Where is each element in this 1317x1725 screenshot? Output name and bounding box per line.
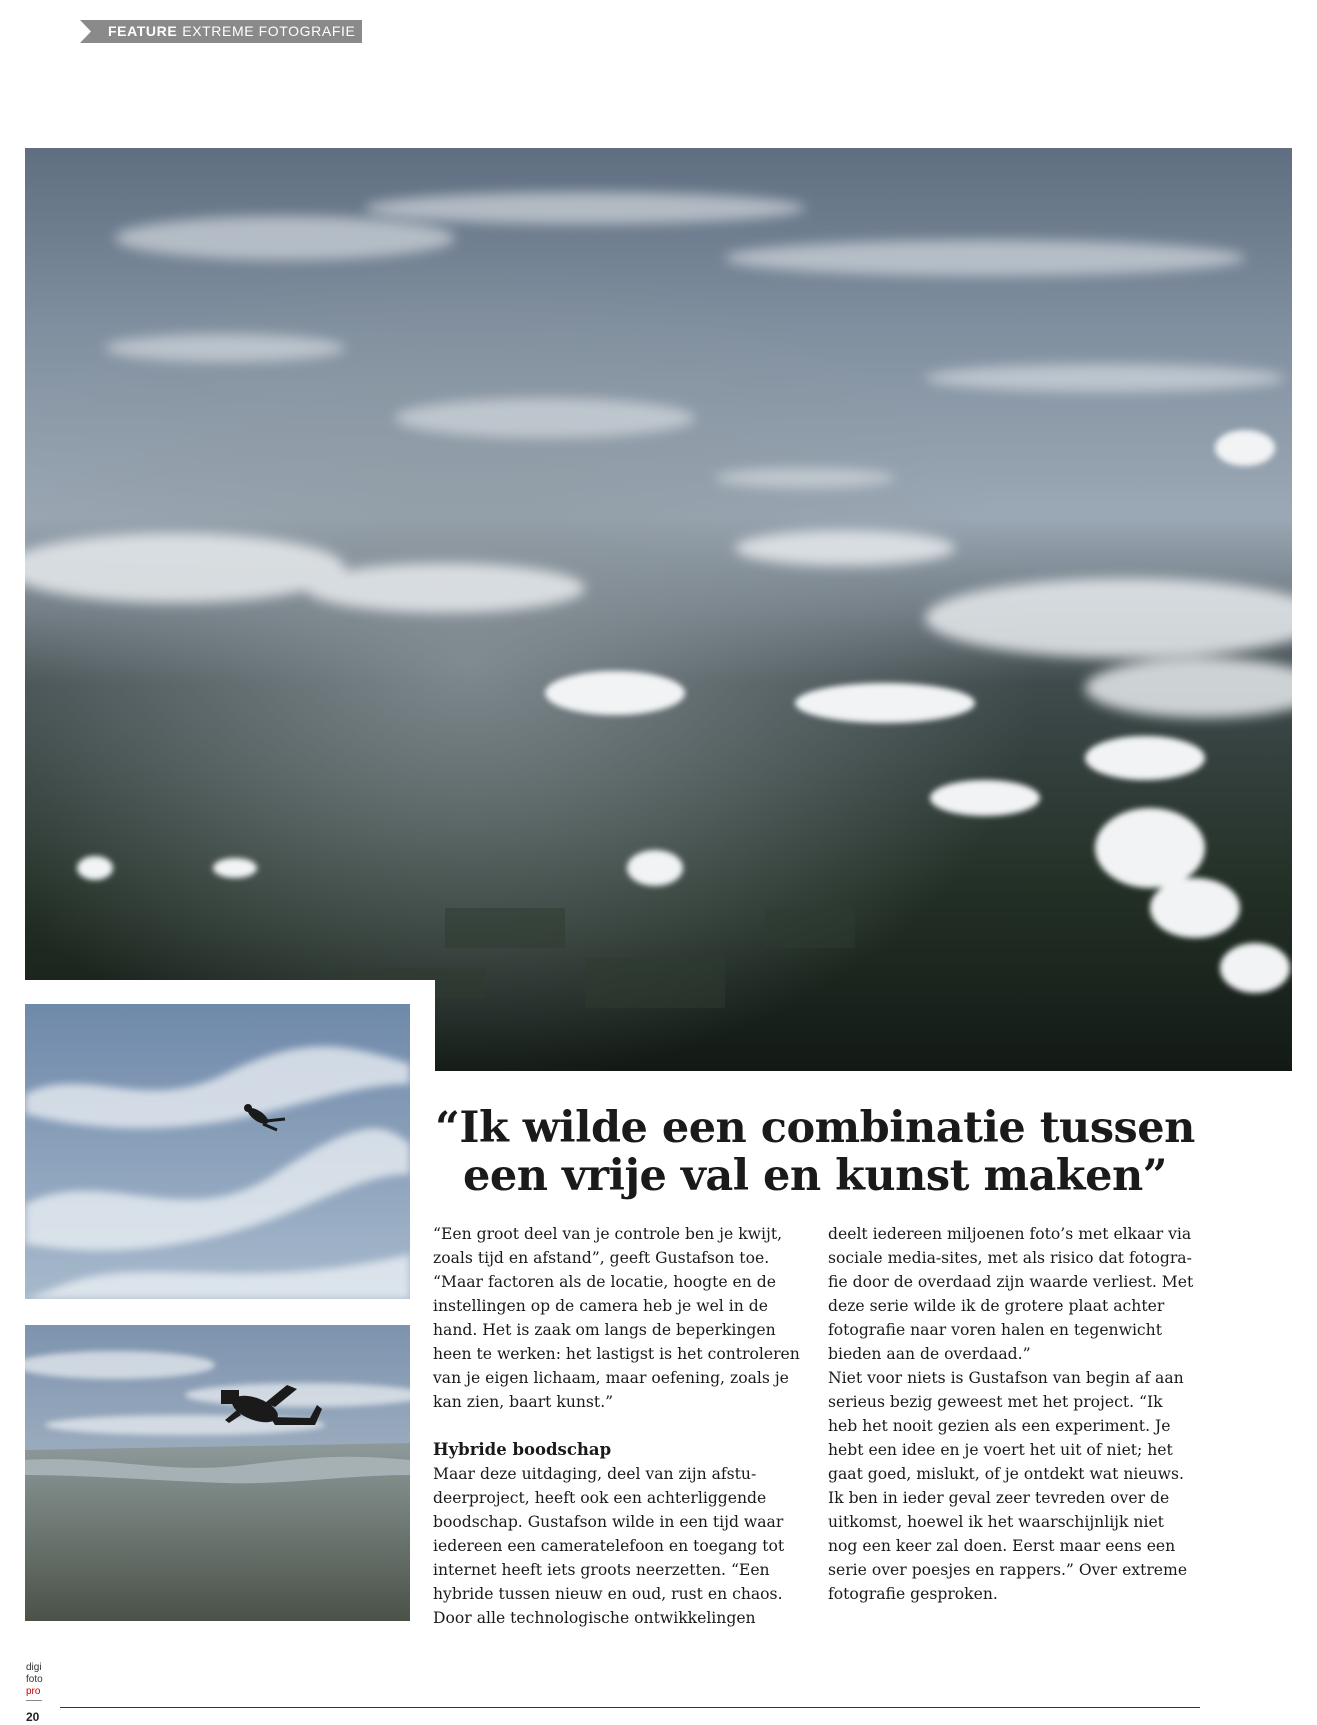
body-line: hebt een idee en je voert het uit of niet; het <box>828 1441 1173 1459</box>
body-line: heb het nooit gezien als een experiment. Je <box>828 1417 1171 1435</box>
body-line: serie over poesjes en rappers.” Over extreme <box>828 1561 1188 1579</box>
logo-line-3: pro <box>26 1686 41 1697</box>
logo-line-2: foto <box>26 1674 43 1685</box>
body-line: “Maar factoren als de locatie, hoogte en de <box>433 1273 776 1291</box>
body-line: internet heeft iets groots neerzetten. “Een <box>433 1561 770 1579</box>
footer-divider <box>60 1707 1200 1708</box>
body-line: instellingen op de camera heb je wel in de <box>433 1297 768 1315</box>
body-line: bieden aan de overdaad.” <box>828 1345 1031 1363</box>
section-header-tab <box>80 20 362 43</box>
body-line: heen te werken: het lastigst is het controleren <box>433 1345 800 1363</box>
body-line: hybride tussen nieuw en oud, rust en chaos. <box>433 1585 783 1603</box>
body-line: Door alle technologische ontwikkelingen <box>433 1609 756 1627</box>
hero-photo-clouds <box>25 148 1292 1071</box>
body-line: serieus bezig geweest met het project. “Ik <box>828 1393 1163 1411</box>
subheading: Hybride boodschap <box>433 1440 612 1459</box>
logo-line-1: digi <box>26 1662 42 1673</box>
article-column-2 <box>828 1222 1208 1606</box>
magazine-logo <box>26 1662 43 1701</box>
header-kicker: FEATURE <box>108 23 178 39</box>
body-line: sociale media-sites, met als risico dat fotogra- <box>828 1249 1192 1267</box>
body-line: “Een groot deel van je controle ben je kwijt, <box>433 1225 783 1243</box>
page-number: 20 <box>26 1710 40 1724</box>
pull-quote-line-2: een vrije val en kunst maken” <box>463 1151 1167 1201</box>
body-line: deerproject, heeft ook een achterliggende <box>433 1489 767 1507</box>
body-line: fie door de overdaad zijn waarde verliest. Met <box>828 1273 1194 1291</box>
body-line: Ik ben in ieder geval zeer tevreden over de <box>828 1489 1170 1507</box>
pull-quote-line-1: “Ik wilde een combinatie tussen <box>435 1103 1195 1153</box>
body-line: zoals tijd en afstand”, geeft Gustafson toe. <box>433 1249 770 1267</box>
body-line: kan zien, baart kunst.” <box>433 1393 614 1411</box>
body-line: hand. Het is zaak om langs de beperkingen <box>433 1321 776 1339</box>
header-section: EXTREME FOTOGRAFIE <box>182 23 356 39</box>
body-line: deze serie wilde ik de grotere plaat achter <box>828 1297 1165 1315</box>
body-line: Maar deze uitdaging, deel van zijn afstu- <box>433 1465 757 1483</box>
skydiver-photo-top <box>25 1004 410 1299</box>
body-line: fotografie naar voren halen en tegenwicht <box>828 1321 1162 1339</box>
body-line: gaat goed, mislukt, of je ontdekt wat nieuws. <box>828 1465 1184 1483</box>
body-line: boodschap. Gustafson wilde in een tijd waar <box>433 1513 784 1531</box>
skydiver-photo-bottom <box>25 1325 410 1621</box>
body-line: Niet voor niets is Gustafson van begin af aan <box>828 1369 1184 1387</box>
header-label <box>108 23 355 40</box>
body-line: iedereen een cameratelefoon en toegang tot <box>433 1537 785 1555</box>
body-line: deelt iedereen miljoenen foto’s met elkaar via <box>828 1225 1192 1243</box>
body-line: van je eigen lichaam, maar oefening, zoals je <box>433 1369 789 1387</box>
logo-rule <box>26 1700 42 1701</box>
body-line: uitkomst, hoewel ik het waarschijnlijk niet <box>828 1513 1164 1531</box>
pull-quote <box>420 1104 1210 1200</box>
paragraph-gap <box>433 1414 813 1438</box>
article-column-1 <box>433 1222 813 1630</box>
body-line: nog een keer zal doen. Eerst maar eens een <box>828 1537 1176 1555</box>
body-line: fotografie gesproken. <box>828 1585 998 1603</box>
